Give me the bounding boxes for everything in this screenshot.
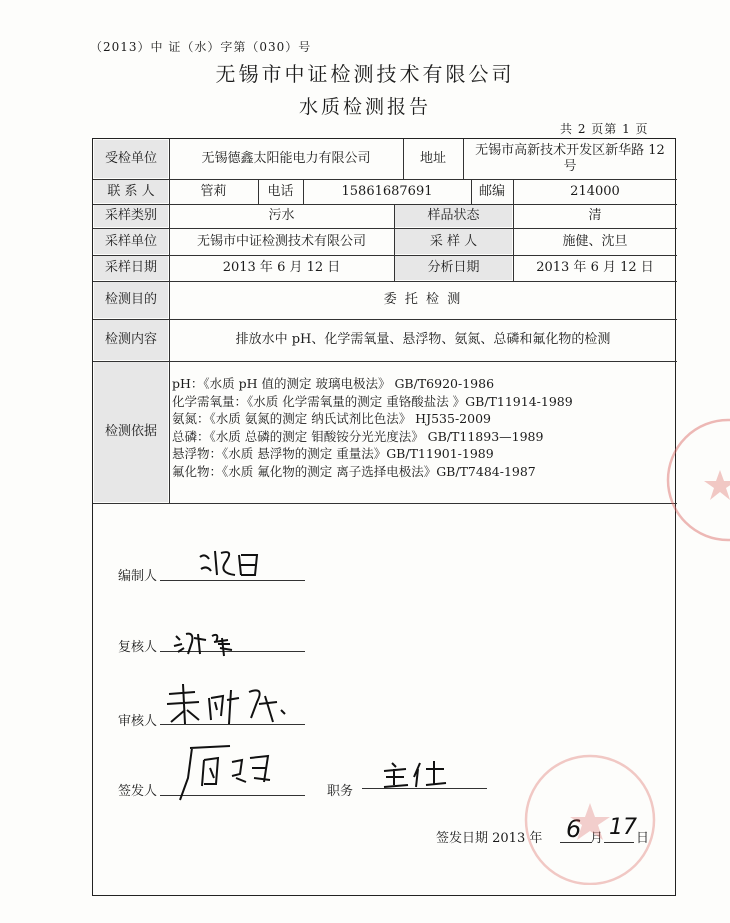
compiler-signature [195, 545, 275, 581]
client-value: 无锡德鑫太阳能电力有限公司 [201, 151, 371, 166]
basis-line: 化学需氧量：《水质 化学需氧量的测定 重铬酸盐法 》GB/T11914-1989 [172, 393, 573, 409]
auditor-signature [165, 680, 305, 730]
sampler-value: 施健、沈旦 [562, 233, 628, 249]
month-line [560, 842, 592, 843]
company-title: 无锡市中证检测技术有限公司 [215, 62, 515, 86]
purpose-label: 检测目的 [94, 282, 168, 318]
row-divider [93, 503, 677, 504]
address-line-1: 无锡市高新技术开发区新华路 12 [475, 143, 665, 158]
position-label: 职务 [327, 784, 354, 799]
day-label: 日 [636, 831, 650, 846]
basis-label: 检测依据 [94, 362, 168, 502]
purpose-value: 委 托 检 测 [383, 292, 463, 307]
sample-type-label: 采样类别 [94, 205, 168, 227]
address-line-2: 号 [563, 159, 577, 174]
issue-month-handwritten: 6 [566, 815, 582, 843]
contact-value: 管莉 [200, 183, 227, 199]
day-line [604, 842, 634, 843]
postcode-value: 214000 [570, 183, 620, 199]
row-divider [93, 361, 677, 362]
issue-day-handwritten: 17 [609, 815, 637, 840]
issuer-signature [170, 738, 280, 804]
basis-line: pH：《水质 pH 值的测定 玻璃电极法》 GB/T6920-1986 [172, 376, 495, 391]
reviewer-signature [172, 628, 252, 658]
page-info: 共 2 页第 1 页 [560, 122, 649, 136]
sample-type-value: 污水 [268, 208, 295, 223]
basis-line: 氟化物：《水质 氟化物的测定 离子选择电极法》GB/T7484-1987 [172, 463, 536, 479]
compiler-label: 编制人 [118, 569, 158, 584]
sampling-unit-label: 采样单位 [94, 229, 168, 254]
phone-label: 电话 [267, 183, 294, 199]
basis-line: 总磷：《水质 总磷的测定 钼酸铵分光光度法》 GB/T11893—1989 [172, 428, 544, 444]
document-number: （2013）中 证（水）字第（030）号 [90, 40, 312, 54]
basis-standards-list [172, 375, 573, 480]
analysis-date-value: 2013 年 6 月 12 日 [536, 260, 654, 275]
position-handwriting [380, 757, 460, 791]
address-value [464, 140, 676, 178]
sampling-date-label: 采样日期 [94, 256, 168, 280]
reviewer-label: 复核人 [118, 640, 158, 655]
phone-value: 15861687691 [341, 183, 433, 199]
content-label: 检测内容 [94, 320, 168, 360]
sampling-unit-value: 无锡市中证检测技术有限公司 [196, 233, 366, 249]
postcode-label: 邮编 [478, 183, 505, 199]
analysis-date-label: 分析日期 [395, 256, 512, 280]
auditor-label: 审核人 [118, 714, 158, 729]
sample-state-label: 样品状态 [395, 205, 512, 227]
basis-line: 氨氮：《水质 氨氮的测定 纳氏试剂比色法》 HJ535-2009 [172, 411, 491, 426]
contact-label: 联 系 人 [94, 180, 168, 203]
sampler-label: 采 样 人 [395, 229, 512, 254]
issuer-label: 签发人 [118, 784, 158, 799]
sampling-date-value: 2013 年 6 月 12 日 [222, 260, 341, 275]
report-title: 水质检测报告 [298, 96, 431, 118]
month-label: 月 [590, 831, 604, 846]
client-label: 受检单位 [94, 140, 168, 178]
issue-date-label: 签发日期 2013 年 [436, 831, 543, 846]
address-label: 地址 [419, 151, 446, 166]
basis-line: 悬浮物：《水质 悬浮物的测定 重量法》GB/T11901-1989 [172, 446, 494, 461]
sample-state-value: 清 [588, 208, 602, 223]
content-value: 排放水中 pH、化学需氧量、悬浮物、氨氮、总磷和氟化物的检测 [235, 332, 611, 347]
